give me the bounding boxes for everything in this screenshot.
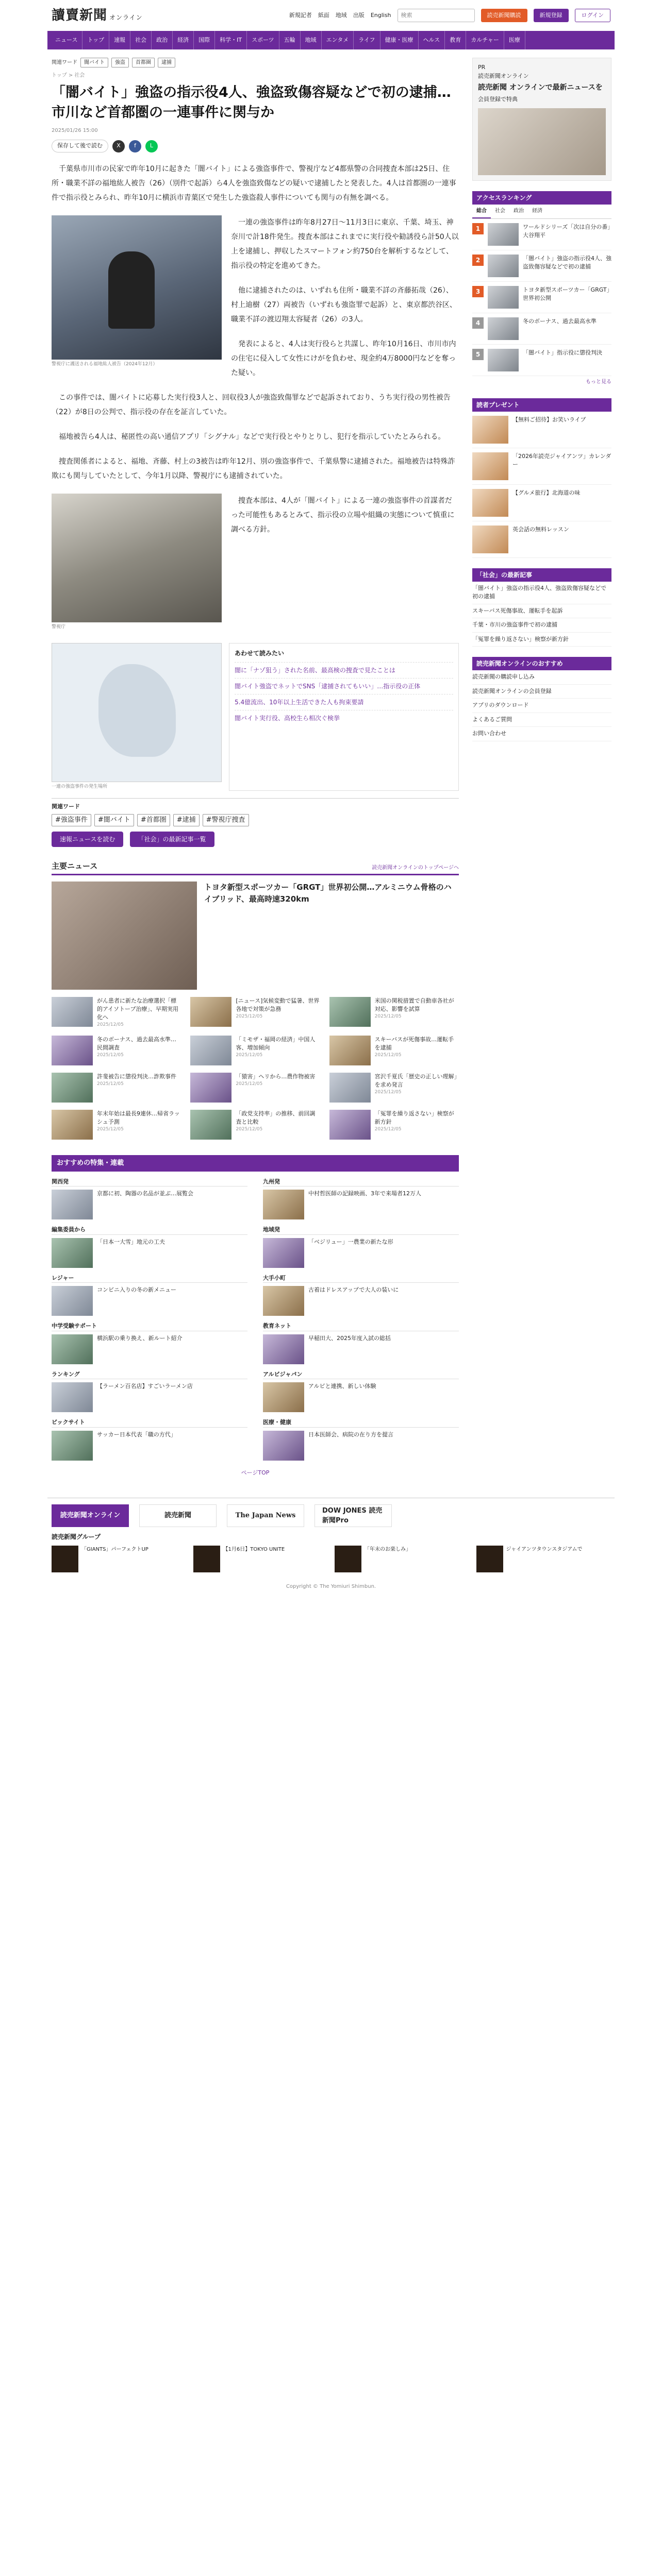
- keyword-tag[interactable]: #強盗事件: [52, 814, 91, 826]
- ranking-item[interactable]: [472, 250, 611, 282]
- news-card[interactable]: [329, 1073, 459, 1103]
- main-news-section: [52, 860, 459, 1140]
- feature-block[interactable]: [52, 1418, 247, 1461]
- save-later-button[interactable]: 保存して後で読む: [52, 140, 108, 152]
- feature-heading: レジャー: [52, 1274, 247, 1283]
- rank-thumb: [488, 223, 519, 246]
- feature-title: コンビニ入りの冬の新メニュー: [97, 1286, 176, 1294]
- nav-item[interactable]: 地域: [301, 31, 322, 49]
- tag[interactable]: 首都圏: [132, 58, 155, 67]
- top-news-image: [52, 882, 197, 990]
- present-title: 読者プレゼント: [472, 398, 611, 412]
- feature-title: サッカー日本代表「職の方代」: [97, 1431, 176, 1438]
- ranking-item[interactable]: [472, 345, 611, 376]
- news-card[interactable]: [329, 997, 459, 1028]
- sidebar: [472, 58, 611, 1485]
- news-date: 2025/12/05: [97, 1081, 124, 1087]
- nav-item[interactable]: 経済: [173, 31, 194, 49]
- present-thumb: [472, 416, 508, 444]
- news-card[interactable]: [52, 997, 181, 1028]
- nav-item[interactable]: ヘルス: [419, 31, 445, 49]
- nav-item[interactable]: エンタメ: [322, 31, 354, 49]
- group-title: 読売新聞グループ: [52, 1533, 101, 1541]
- ranking-item[interactable]: [472, 282, 611, 313]
- nav-item[interactable]: トップ: [82, 31, 109, 49]
- article-tags: [52, 58, 459, 67]
- rank-number: 1: [472, 223, 484, 234]
- nav-item[interactable]: 国際: [194, 31, 215, 49]
- news-card[interactable]: [329, 1036, 459, 1065]
- article-paragraph: 一連の強盗事件は昨年8月27日～11月3日に東京、千葉、埼玉、神奈川で計18件発生。捜査本部はこれまでに実行役や勧誘役ら計50人以上を逮捕し、押収したスマートフォン約750台を解析するなどして、指示役の特定を進めてきた。: [231, 218, 459, 270]
- related-link[interactable]: 5.4億流出、10年以上生活できた人も拘束要請: [235, 694, 453, 710]
- feature-title: 京都に初、陶器の名品が並ぶ…展覧会: [97, 1190, 193, 1197]
- news-title: 「猿害」ヘリから…農作物被害: [236, 1073, 316, 1080]
- tags-label: 関連ワード: [52, 60, 77, 65]
- news-title: 許斐被告に懲役判決…詐欺事件: [97, 1073, 176, 1080]
- nav-item[interactable]: ニュース: [51, 31, 82, 49]
- news-title: 「ミモザ・福岡の経済」中国人客、増加傾向: [236, 1036, 316, 1052]
- ad-label: PR: [478, 64, 486, 71]
- nav-item[interactable]: 五輪: [279, 31, 301, 49]
- feature-block[interactable]: [52, 1178, 247, 1220]
- feature-thumb: [263, 1382, 304, 1412]
- news-thumb: [190, 997, 231, 1027]
- news-title: [ニュース]気候変動で猛暑、世界各地で対策が急務: [236, 997, 320, 1013]
- feature-title: アルビと連携、新しい体験: [308, 1383, 376, 1390]
- rank-number: 5: [472, 349, 484, 360]
- feature-heading: 関西発: [52, 1178, 247, 1187]
- feature-title: 【ラーメン百名店】すごいラーメン店: [97, 1383, 193, 1390]
- article-paragraph: 捜査本部は、4人が「闇バイト」による一連の強盗事件の首謀者だった可能性もあるとみて、指示役の立場や組織の実態について慎重に調べる方針。: [231, 496, 455, 534]
- yomiuri-link[interactable]: アプリのダウンロード: [472, 699, 611, 713]
- nav-item[interactable]: 政治: [152, 31, 173, 49]
- society-latest-box: [472, 568, 611, 647]
- feature-block[interactable]: [263, 1322, 459, 1364]
- ranking-tab[interactable]: 経済: [532, 208, 542, 214]
- feature-thumb: [52, 1431, 93, 1461]
- related-articles: [229, 643, 459, 791]
- nav-item[interactable]: 社会: [130, 31, 152, 49]
- feature-block[interactable]: [263, 1226, 459, 1268]
- feature-block[interactable]: [263, 1178, 459, 1220]
- photo-caption: 警視庁: [52, 624, 66, 630]
- search-input[interactable]: [398, 9, 475, 22]
- sidebar-ad[interactable]: [472, 58, 611, 181]
- header-link-0[interactable]: 新規記者: [289, 11, 312, 19]
- subscribe-button[interactable]: 読売新聞購読: [481, 9, 527, 23]
- tag[interactable]: 逮捕: [158, 58, 175, 67]
- footer: [47, 1498, 615, 1607]
- rank-title: 「闇バイト」指示役に懲役判決: [523, 349, 602, 356]
- article-paragraph: この事件では、闇バイトに応募した実行役3人と、回収役3人が強盗致傷罪などで起訴されており、うち実行役の男性被告（22）が8日の公判で、指示役の存在を証言していた。: [52, 393, 451, 416]
- news-thumb: [190, 1110, 231, 1140]
- incident-map[interactable]: [52, 643, 222, 782]
- ranking-tabs: [472, 205, 611, 219]
- top-news-title: トヨタ新型スポーツカー「GRGT」世界初公開…アルミニウム骨格のハイブリッド、最高時速320km: [204, 883, 452, 904]
- feature-heading: ビックサイト: [52, 1418, 247, 1428]
- feature-title: 早稲田大、2025年度入試の総括: [308, 1334, 391, 1342]
- news-date: 2025/12/05: [97, 1053, 124, 1058]
- map-caption: 一連の強盗事件の発生場所: [52, 784, 108, 790]
- news-card[interactable]: [52, 1110, 181, 1140]
- feature-block[interactable]: [52, 1226, 247, 1268]
- top-news[interactable]: [52, 882, 459, 990]
- feature-thumb: [263, 1431, 304, 1461]
- map-and-related: [52, 643, 459, 791]
- feature-heading: 教育ネット: [263, 1322, 459, 1331]
- present-text: 「2026年読売ジャイアンツ」カレンダー: [512, 452, 611, 468]
- group-card-thumb: [335, 1546, 361, 1572]
- rank-title: トヨタ新型スポーツカー「GRGT」世界初公開: [523, 286, 610, 301]
- group-card-text: 「GIANTS」パーフェクトUP: [81, 1547, 148, 1553]
- feature-block[interactable]: [52, 1370, 247, 1413]
- news-title: がん患者に新たな治療選択「標的アイソトープ治療」、早期実用化へ: [97, 997, 178, 1021]
- nav-item[interactable]: 教育: [445, 31, 466, 49]
- ad-image: [478, 108, 606, 175]
- yomiuri-link[interactable]: よくあるご質問: [472, 713, 611, 727]
- nav-item[interactable]: カルチャー: [466, 31, 504, 49]
- keyword-tag[interactable]: #逮捕: [173, 814, 200, 826]
- group-card[interactable]: [335, 1546, 469, 1572]
- feature-heading: 医療・健康: [263, 1418, 459, 1428]
- rank-thumb: [488, 286, 519, 309]
- yomiuri-links-box: [472, 657, 611, 741]
- ad-title: 読売新聞 オンラインで最新ニュースを: [478, 83, 603, 92]
- group-card-thumb: [52, 1546, 78, 1572]
- news-title: 米国の関税措置で自動車各社が対応、影響を試算: [374, 997, 454, 1013]
- nav-item[interactable]: 科学・IT: [215, 31, 247, 49]
- feature-thumb: [263, 1334, 304, 1364]
- news-date: 2025/12/05: [374, 1053, 402, 1058]
- group-card-thumb: [476, 1546, 503, 1572]
- feature-heading: 中学受験サポート: [52, 1322, 247, 1331]
- site-logo[interactable]: 讀賣新聞 オンライン: [52, 7, 143, 23]
- rank-number: 2: [472, 255, 484, 266]
- brand-yomiuri[interactable]: 読売新聞: [139, 1504, 217, 1527]
- feature-heading: 編集委員から: [52, 1226, 247, 1235]
- society-link[interactable]: 「闇バイト」強盗の指示役4人、強盗致傷容疑などで初の逮捕: [472, 582, 611, 604]
- related-link[interactable]: 闇に「ナゾ狙う」された名前、最高検の捜査で見たことは: [235, 662, 453, 678]
- group-card-text: 「年末のお楽しみ」: [365, 1547, 411, 1553]
- photo-image: [52, 215, 222, 360]
- feature-block[interactable]: [263, 1370, 459, 1413]
- related-link[interactable]: 闇バイト実行役、高校生ら相次ぐ検挙: [235, 710, 453, 726]
- header-link-2[interactable]: 地域: [335, 11, 347, 19]
- section-title: 主要ニュース: [52, 861, 98, 871]
- copyright: Copyright © The Yomiuri Shimbun.: [286, 1584, 376, 1590]
- group-card-text: ジャイアンツタウンスタジアムで: [506, 1547, 583, 1553]
- present-item[interactable]: [472, 412, 611, 448]
- news-title: 「冤罪を繰り返さない」検察が新方針: [374, 1110, 454, 1126]
- feature-thumb: [52, 1190, 93, 1219]
- news-card[interactable]: [190, 1110, 320, 1140]
- feature-thumb: [263, 1286, 304, 1316]
- feature-title: 古着はドレスアップで大人の装いに: [308, 1286, 399, 1294]
- present-item[interactable]: [472, 521, 611, 558]
- rank-thumb: [488, 255, 519, 277]
- news-thumb: [329, 1110, 371, 1140]
- society-link[interactable]: 千葉・市川の強盗事件で初の逮捕: [472, 618, 611, 633]
- news-date: 2025/12/05: [97, 1022, 124, 1028]
- present-text: 【グルメ旅行】北海道の味: [512, 489, 581, 496]
- breaking-news-button[interactable]: 速報ニュースを読む: [52, 832, 123, 847]
- feature-block[interactable]: [263, 1274, 459, 1316]
- group-card-thumb: [193, 1546, 220, 1572]
- news-date: 2025/12/05: [236, 1127, 263, 1132]
- news-date: 2025/12/05: [236, 1081, 263, 1087]
- feature-block[interactable]: [52, 1274, 247, 1316]
- article-paragraph: 他に逮捕されたのは、いずれも住所・職業不詳の斉藤拓哉（26）、村上迪樹（27）両被告（いずれも強盗罪で起訴）と、東京都渋谷区、職業不詳の渡辺翔太容疑者（26）の3人。: [231, 286, 457, 324]
- nav-item[interactable]: スポーツ: [247, 31, 279, 49]
- feature-block[interactable]: [263, 1418, 459, 1461]
- news-card[interactable]: [190, 1036, 320, 1065]
- article-date: 2025/01/26 15:00: [52, 128, 98, 134]
- feature-heading: 九州発: [263, 1178, 459, 1187]
- feature-thumb: [263, 1190, 304, 1219]
- news-thumb: [52, 997, 93, 1027]
- feature-title: 「日本一大雪」地元の工夫: [97, 1238, 165, 1245]
- feature-block[interactable]: [52, 1322, 247, 1364]
- present-text: 英会話の無料レッスン: [512, 526, 569, 533]
- rank-number: 3: [472, 286, 484, 297]
- news-card[interactable]: [52, 1036, 181, 1065]
- news-thumb: [52, 1110, 93, 1140]
- article-paragraph: 千葉県市川市の民家で昨年10月に起きた「闇バイト」による強盗事件で、警視庁など4都県警の合同捜査本部は25日、住所・職業不詳の福地紘人被告（26）（別件で起訴）ら4人を強盗致傷などの疑いで逮捕したと発表した。4人は首都圏の一連事件で指示役とみられ、昨年10月に横浜市青葉区で発生した強盗殺人事件についても関与の有無を調べる。: [52, 164, 456, 202]
- register-button[interactable]: 新規登録: [534, 9, 569, 23]
- related-link[interactable]: 闇バイト強盗でネットでSNS「逮捕されてもいい」…指示役の正体: [235, 678, 453, 694]
- ad-small: 読売新聞オンライン: [478, 72, 529, 79]
- ranking-more-link[interactable]: もっと見る: [586, 379, 611, 385]
- feature-thumb: [52, 1334, 93, 1364]
- rank-thumb: [488, 317, 519, 340]
- ranking-box: [472, 191, 611, 388]
- article-photo[interactable]: [52, 215, 222, 368]
- feature-thumb: [52, 1382, 93, 1412]
- related-title: あわせて読みたい: [235, 650, 285, 657]
- news-title: スキーバスが死傷事故…運転手を逮捕: [374, 1036, 454, 1052]
- header-link-4[interactable]: English: [370, 11, 391, 19]
- present-box: [472, 398, 611, 558]
- keywords-box: [52, 798, 459, 847]
- article-paragraph: 福地被告ら4人は、秘匿性の高い通信アプリ「シグナル」などで実行役とやりとりし、犯行を指示していたとみられる。: [59, 432, 445, 441]
- brand-yomiuri-online[interactable]: 読売新聞オンライン: [52, 1504, 129, 1527]
- share-line-icon[interactable]: L: [145, 140, 158, 152]
- news-thumb: [329, 997, 371, 1027]
- nav-item[interactable]: 健康・医療: [380, 31, 419, 49]
- news-date: 2025/12/05: [236, 1014, 263, 1020]
- rank-title: ワールドシリーズ「次は自分の番」大谷翔平: [523, 223, 610, 239]
- header-link-3[interactable]: 出版: [353, 11, 365, 19]
- top-page-link[interactable]: 読売新聞オンラインのトップページへ: [372, 865, 459, 871]
- news-title: 年末年始は最長9連休…帰省ラッシュ予測: [97, 1110, 180, 1126]
- share-facebook-icon[interactable]: f: [129, 140, 141, 152]
- news-thumb: [190, 1036, 231, 1065]
- photo-caption: 警視庁に護送される福地紘人被告（2024年12月）: [52, 361, 158, 367]
- keywords-title: 関連ワード: [52, 803, 80, 810]
- ad-sub: 会員登録で特典: [478, 96, 518, 103]
- present-thumb: [472, 526, 508, 553]
- nav-item[interactable]: 医療: [504, 31, 525, 49]
- rank-title: 「闇バイト」強盗の指示役4人、強盗致傷容疑などで初の逮捕: [523, 255, 611, 270]
- feature-title: 日本医師会、病院の在り方を提言: [308, 1431, 393, 1438]
- rank-title: 冬のボーナス、過去最高水準: [523, 317, 597, 325]
- news-thumb: [329, 1073, 371, 1103]
- login-button[interactable]: ログイン: [575, 9, 610, 23]
- keyword-tag[interactable]: #警視庁捜査: [203, 814, 249, 826]
- news-date: 2025/12/05: [236, 1053, 263, 1058]
- news-thumb: [329, 1036, 371, 1065]
- news-thumb: [52, 1036, 93, 1065]
- society-link[interactable]: スキーバス死傷事故、運転手を起訴: [472, 604, 611, 619]
- news-card[interactable]: [190, 997, 320, 1028]
- page-top-link[interactable]: ページTOP: [241, 1469, 270, 1476]
- header-link-1[interactable]: 紙面: [318, 11, 329, 19]
- brand-dow-jones[interactable]: DOW JONES 読売新聞Pro: [315, 1504, 392, 1527]
- news-date: 2025/12/05: [374, 1127, 402, 1132]
- rank-thumb: [488, 349, 519, 371]
- breadcrumb[interactable]: トップ > 社会: [52, 73, 85, 78]
- group-card[interactable]: [52, 1546, 186, 1572]
- news-card[interactable]: [190, 1073, 320, 1103]
- present-item[interactable]: [472, 485, 611, 521]
- news-date: 2025/12/05: [374, 1090, 402, 1095]
- brand-row: [52, 1504, 610, 1527]
- news-card[interactable]: [52, 1073, 181, 1103]
- ranking-item[interactable]: [472, 313, 611, 345]
- keyword-tag[interactable]: #首都圏: [137, 814, 170, 826]
- ranking-tab[interactable]: 総合: [472, 205, 491, 218]
- news-thumb: [190, 1073, 231, 1103]
- article-title: 「闇バイト」強盗の指示役4人、強盗致傷容疑などで初の逮捕…市川など首都圏の一連事件に関与か: [52, 84, 451, 121]
- global-nav: [47, 31, 615, 49]
- recommended-section: [52, 1155, 459, 1477]
- group-card[interactable]: [476, 1546, 611, 1572]
- news-date: 2025/12/05: [97, 1127, 124, 1132]
- feature-title: 中村哲医師の記録映画、3年で来場者12万人: [308, 1190, 421, 1197]
- group-card-text: 【1月6日】TOKYO UNITE: [223, 1547, 285, 1553]
- yomiuri-link[interactable]: お問い合わせ: [472, 727, 611, 741]
- nav-item[interactable]: 速報: [109, 31, 130, 49]
- article-paragraph: 捜査関係者によると、福地、斉藤、村上の3被告は昨年12月、別の強盗事件で、千葉県警に逮捕された。福地被告は特殊詐欺にも関与していたとして、今年1月以降、警視庁にも逮捕されていた。: [52, 457, 455, 480]
- yomiuri-link[interactable]: 読売新聞の購読申し込み: [472, 670, 611, 685]
- present-text: 【無料ご招待】お笑いライブ: [512, 416, 586, 423]
- article-tools: [52, 140, 459, 152]
- news-title: 「政党支持率」の推移、前回調査と比較: [236, 1110, 316, 1126]
- ranking-tab[interactable]: 社会: [495, 208, 505, 214]
- ranking-item[interactable]: [472, 219, 611, 250]
- news-date: 2025/12/05: [374, 1014, 402, 1020]
- present-item[interactable]: [472, 448, 611, 485]
- keyword-tag[interactable]: #闇バイト: [94, 814, 134, 826]
- site-header: [47, 0, 615, 31]
- section-title: おすすめの特集・連載: [52, 1155, 459, 1172]
- nav-item[interactable]: ライフ: [354, 31, 380, 49]
- article-photo[interactable]: [52, 494, 222, 631]
- feature-thumb: [52, 1286, 93, 1316]
- news-title: 冬のボーナス、過去最高水準…民間調査: [97, 1036, 176, 1052]
- ranking-title: アクセスランキング: [472, 191, 611, 205]
- feature-thumb: [52, 1238, 93, 1268]
- group-card[interactable]: [193, 1546, 328, 1572]
- main-column: [52, 58, 459, 1485]
- society-link[interactable]: 「冤罪を繰り返さない」検察が新方針: [472, 633, 611, 647]
- society-title: 「社会」の最新記事: [472, 568, 611, 582]
- feature-heading: 大手小町: [263, 1274, 459, 1283]
- society-list-button[interactable]: 「社会」の最新記事一覧: [130, 832, 214, 847]
- news-card[interactable]: [329, 1110, 459, 1140]
- yomiuri-link[interactable]: 読売新聞オンラインの会員登録: [472, 685, 611, 699]
- feature-heading: 地域発: [263, 1226, 459, 1235]
- feature-thumb: [263, 1238, 304, 1268]
- header-links: [289, 9, 610, 23]
- rank-number: 4: [472, 317, 484, 329]
- news-thumb: [52, 1073, 93, 1103]
- tag[interactable]: 闇バイト: [80, 58, 108, 67]
- news-title: 宮沢千夏氏「歴史の正しい理解」を求め発言: [374, 1073, 457, 1089]
- feature-heading: アルビジャパン: [263, 1370, 459, 1380]
- feature-title: 横浜駅の乗り換え、新ルート紹介: [97, 1334, 183, 1342]
- feature-heading: ランキング: [52, 1370, 247, 1380]
- present-thumb: [472, 452, 508, 480]
- present-thumb: [472, 489, 508, 517]
- brand-japan-news[interactable]: The Japan News: [227, 1504, 304, 1527]
- ranking-tab[interactable]: 政治: [514, 208, 524, 214]
- feature-title: 「ベジリュー」一農業の新たな形: [308, 1238, 393, 1245]
- tag[interactable]: 強盗: [111, 58, 129, 67]
- share-x-icon[interactable]: X: [112, 140, 125, 152]
- photo-image: [52, 494, 222, 622]
- article-body: [52, 162, 459, 636]
- article-paragraph: 発表によると、4人は実行役らと共謀し、昨年10月16日、市川市内の住宅に侵入して女性にけがを負わせ、現金約4万8000円などを奪った疑い。: [231, 340, 456, 377]
- yomiuri-title: 読売新聞オンラインのおすすめ: [472, 657, 611, 670]
